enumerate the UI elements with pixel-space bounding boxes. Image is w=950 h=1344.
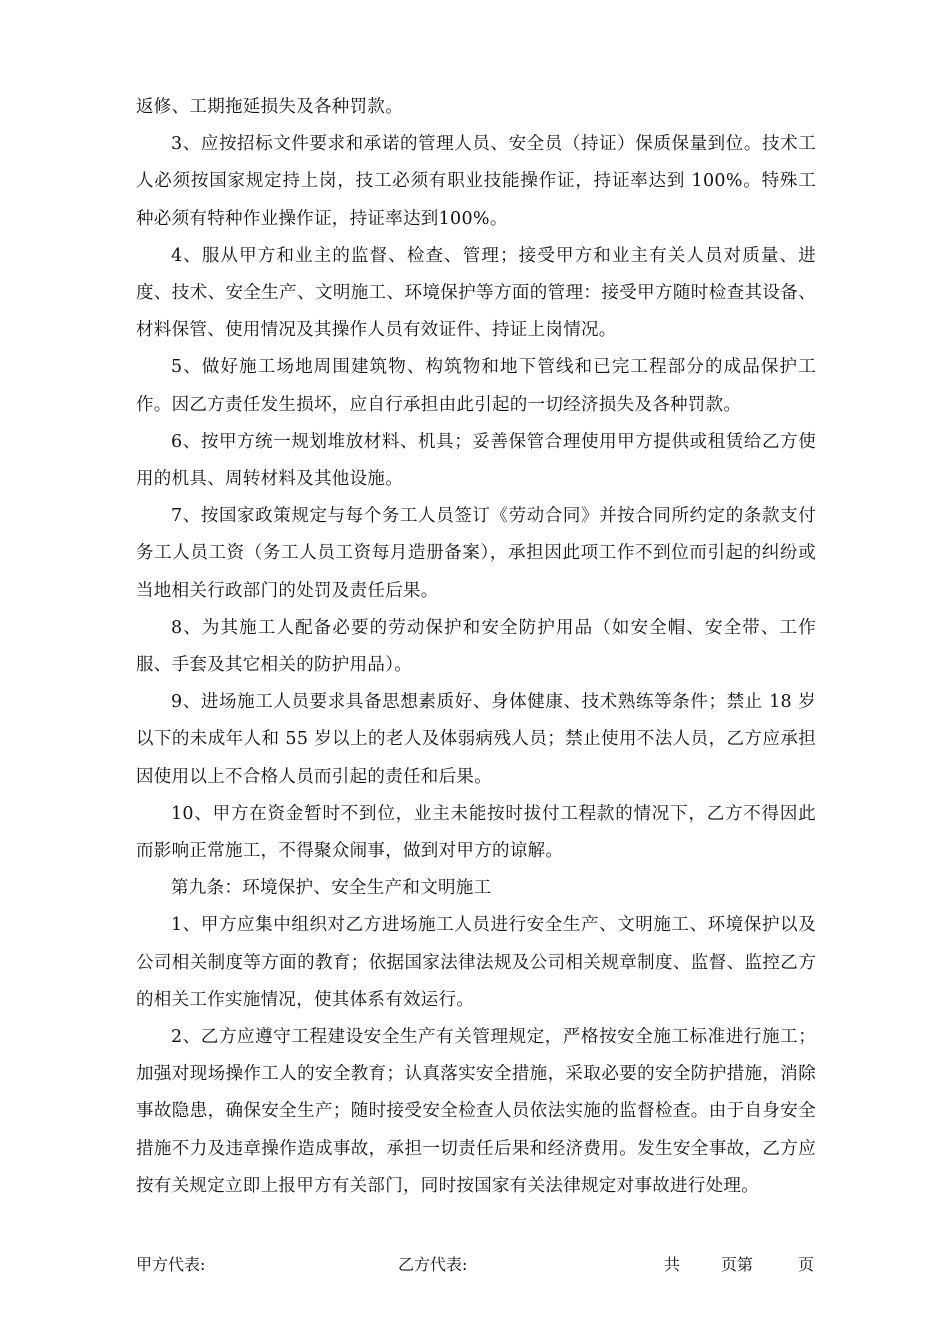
clause-item-4: 4、服从甲方和业主的监督、检查、管理；接受甲方和业主有关人员对质量、进度、技术、安全生产、文明施工、环境保护等方面的管理：接受甲方随时检查其设备、材料保管、使用情况及其操作人员有效证件、持证上岗情况。 (136, 245, 816, 341)
document-body (136, 89, 816, 1205)
page-suffix-label: 页 (798, 1255, 815, 1274)
party-b-representative-label: 乙方代表: (398, 1255, 468, 1274)
article-9-item-2: 2、乙方应遵守工程建设安全生产有关管理规定，严格按安全施工标准进行施工；加强对现场操作工人的安全教育；认真落实安全措施，采取必要的安全防护措施，消除事故隐患，确保安全生产；随时接受安全检查人员依法实施的监督检查。由于自身安全措施不力及违章操作造成事故，承担一切责任后果和经济费用。发生安全事故，乙方应按有关规定立即上报甲方有关部门，同时按国家有关法律规定对事故进行处理。 (136, 1027, 816, 1196)
page-total-label: 共 (664, 1255, 681, 1274)
clause-item-10: 10、甲方在资金暂时不到位，业主未能按时拔付工程款的情况下，乙方不得因此而影响正常施工，不得聚众闹事，做到对甲方的谅解。 (136, 803, 816, 862)
article-9-item-1: 1、甲方应集中组织对乙方进场施工人员进行安全生产、文明施工、环境保护以及公司相关制度等方面的教育；依据国家法律法规及公司相关规章制度、监督、监控乙方的相关工作实施情况，使其体系有效运行。 (136, 915, 816, 1010)
party-a-representative-label: 甲方代表: (136, 1255, 206, 1274)
paragraph-continuation: 返修、工期拖延损失及各种罚款。 (136, 97, 403, 117)
clause-item-7: 7、按国家政策规定与每个务工人员签订《劳动合同》并按合同所约定的条款支付务工人员工资（务工人员工资每月造册备案），承担因此项工作不到位而引起的纠纷或当地相关行政部门的处罚及责任后果。 (136, 506, 816, 601)
article-9-heading: 第九条：环境保护、安全生产和文明施工 (171, 878, 492, 899)
clause-item-5: 5、做好施工场地周围建筑物、构筑物和地下管线和已完工程部分的成品保护工作。因乙方责任发生损坏，应自行承担由此引起的一切经济损失及各种罚款。 (136, 357, 816, 415)
page-number-label: 页第 (721, 1255, 754, 1274)
clause-item-3: 3、应按招标文件要求和承诺的管理人员、安全员（持证）保质保量到位。技术工人必须按国家规定持上岗，技工必须有职业技能操作证，持证率达到 100%。特殊工种必须有特种作业操作证，持证率达到100%。 (136, 134, 816, 229)
clause-item-6: 6、按甲方统一规划堆放材料、机具；妥善保管合理使用甲方提供或租赁给乙方使用的机具、周转材料及其他设施。 (136, 431, 816, 490)
clause-item-8: 8、为其施工人配备必要的劳动保护和安全防护用品（如安全帽、安全带、工作服、手套及其它相关的防护用品）。 (136, 617, 816, 676)
page-footer (136, 1250, 816, 1280)
clause-item-9: 9、进场施工人员要求具备思想素质好、身体健康、技术熟练等条件；禁止 18 岁以下的未成年人和 55 岁以上的老人及体弱病残人员；禁止使用不法人员，乙方应承担因使用以上不合格人员而引起的责任和后果。 (136, 692, 816, 787)
